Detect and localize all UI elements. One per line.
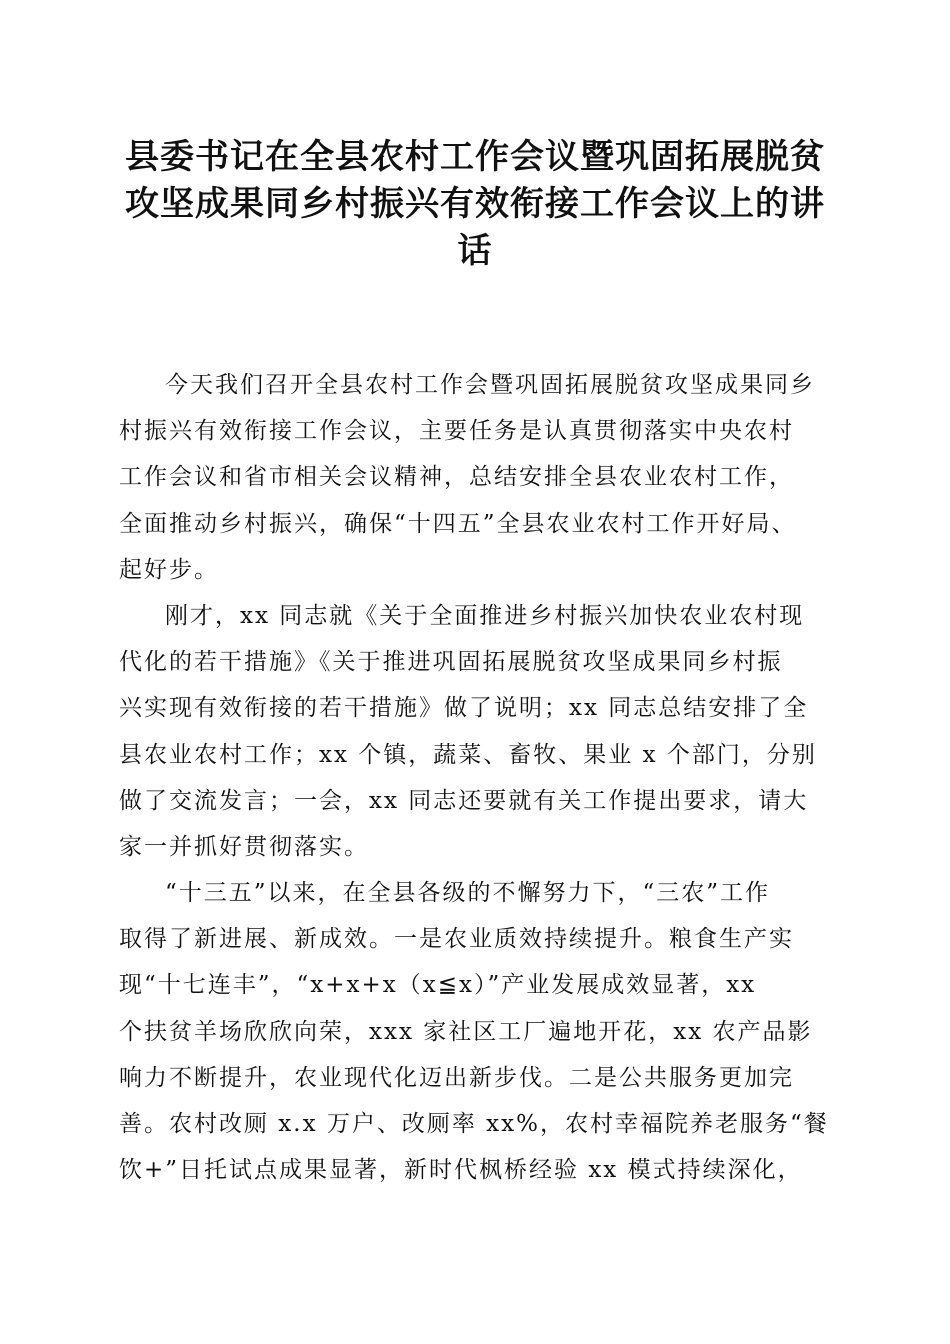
paragraph-opening [119,362,831,593]
text-line: 工作会议和省市相关会议精神，总结安排全县农业农村工作， [119,464,794,491]
text-line: “十三五”以来，在全县各级的不懈努力下，“三农”工作 [165,880,771,907]
document-title [110,134,840,275]
paragraph-achievements [119,870,831,1193]
text-line: 响力不断提升，农业现代化迈出新步伐。二是公共服务更加完 [119,1064,794,1091]
text-line: 县农业农村工作；xx 个镇，蔬菜、畜牧、果业 x 个部门，分别 [119,741,817,768]
title-line: 话 [457,231,493,271]
text-line: 村振兴有效衔接工作会议，主要任务是认真贯彻落实中央农村 [119,418,794,445]
text-line: 今天我们召开全县农村工作会暨巩固拓展脱贫攻坚成果同乡 [165,372,815,398]
text-line: 代化的若干措施》《关于推进巩固拓展脱贫攻坚成果同乡村振 [119,649,783,676]
text-line: 家一并抓好贯彻落实。 [119,833,369,860]
text-line: 饮+”日托试点成果显著，新时代枫桥经验 xx 模式持续深化， [119,1157,803,1184]
text-line: 兴实现有效衔接的若干措施》做了说明；xx 同志总结安排了全 [119,695,809,722]
text-line: 起好步。 [119,556,219,583]
text-line: 现“十七连丰”，“x+x+x（x≦x）”产业发展成效显著，xx [119,972,757,999]
title-line: 攻坚成果同乡村振兴有效衔接工作会议上的讲 [125,184,825,224]
text-line: 善。农村改厕 x.x 万户、改厕率 xx%，农村幸福院养老服务“餐 [119,1111,829,1137]
title-line: 县委书记在全县农村工作会议暨巩固拓展脱贫 [125,137,825,177]
text-line: 做了交流发言；一会，xx 同志还要就有关工作提出要求，请大 [119,787,809,814]
paragraph-reports [119,593,831,870]
text-line: 个扶贫羊场欣欣向荣，xxx 家社区工厂遍地开花，xx 农产品影 [119,1018,813,1045]
text-line: 全面推动乡村振兴，确保“十四五”全县农业农村工作开好局、 [119,510,797,537]
text-line: 刚才，xx 同志就《关于全面推进乡村振兴加快农业农村现 [165,602,805,629]
text-line: 取得了新进展、新成效。一是农业质效持续提升。粮食生产实 [119,926,794,953]
document-body [119,362,831,1193]
